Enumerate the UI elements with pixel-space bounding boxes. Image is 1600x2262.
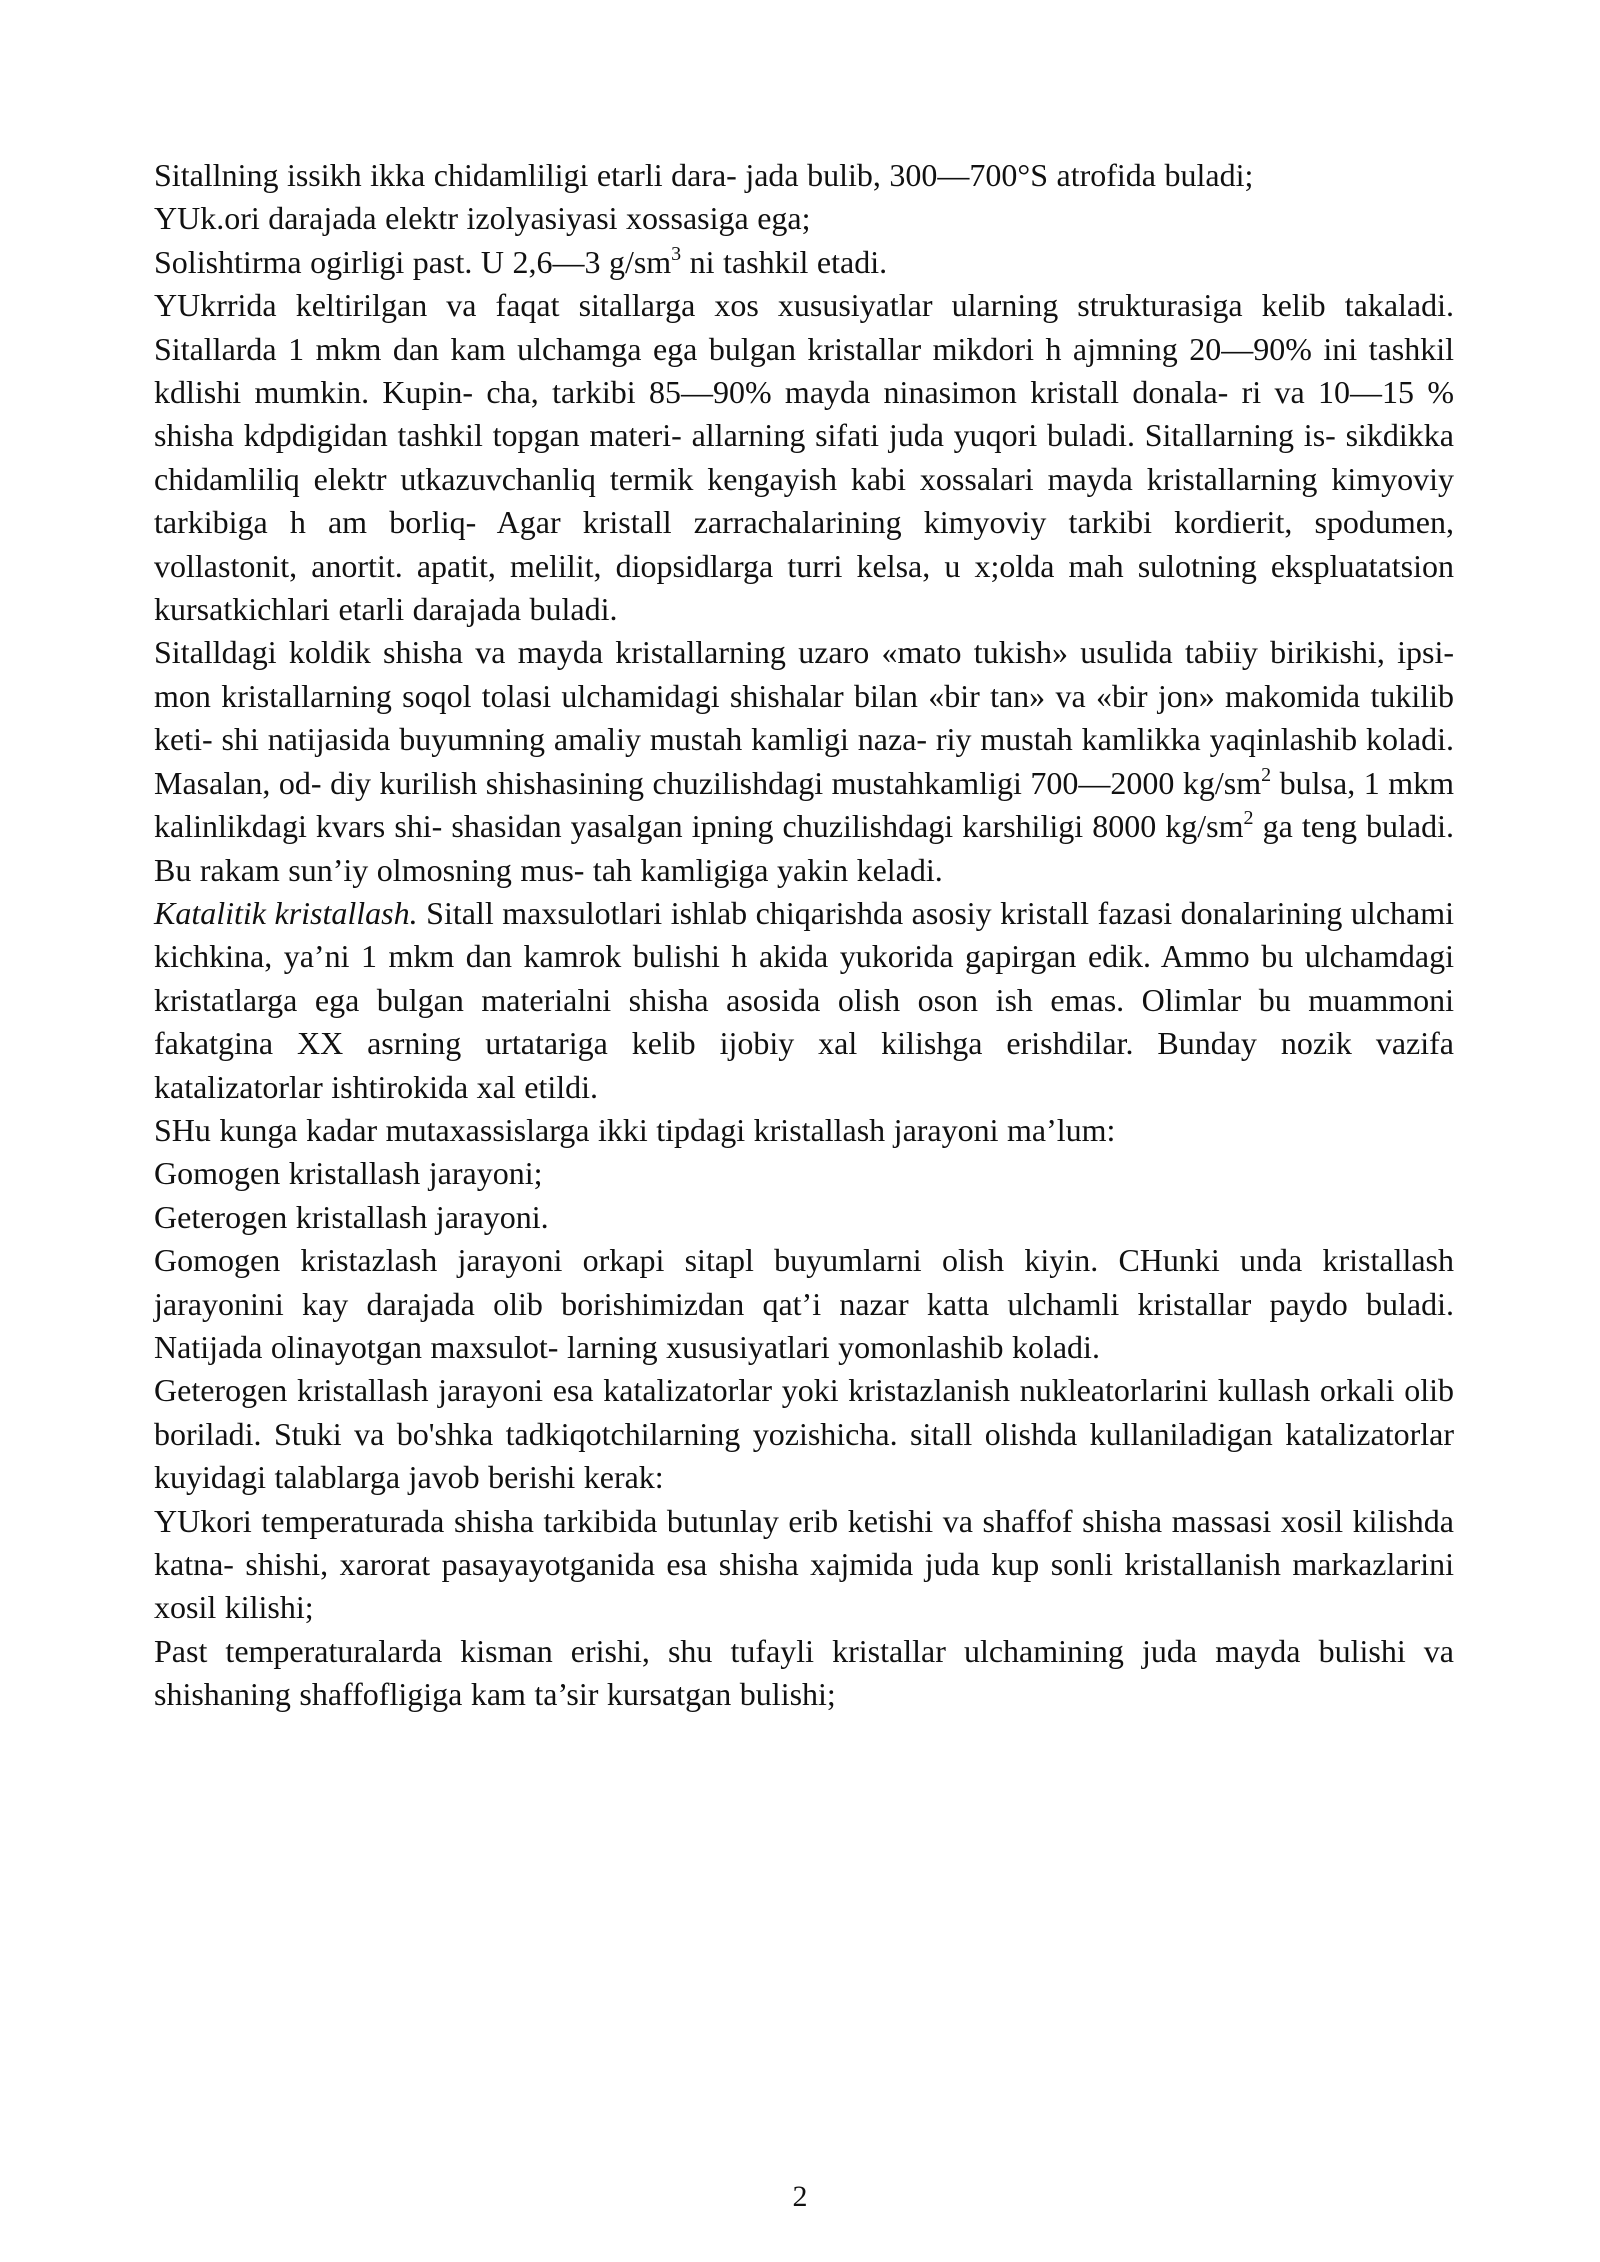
residual-glass-text-2: bulsa, 1 mkm kalinlikdagi kvars shi- shasidan yasalgan ipning chuzilishdagi karshiligi 8000 kg/sm xyxy=(154,764,1455,845)
squared-superscript-1: 2 xyxy=(1261,763,1272,786)
paragraph-heterogeneous-process: Geterogen kristallash jarayoni esa katalizatorlar yoki kristazlanish nukleatorlarini kullash orkali olib boriladi. Stuki va bo'shka tadkiqotchilarning yozishicha. sitall olishda kullaniladigan katalizatorlar kuyidagi talablarga javob berishi kerak: xyxy=(154,1372,1454,1496)
cubic-superscript: 3 xyxy=(671,242,682,265)
list-item-homogeneous: Gomogen kristallash jarayoni; xyxy=(154,1155,543,1192)
residual-glass-text-1: Sitalldagi koldik shisha va mayda kristallarning uzaro «mato tukish» usulida tabiiy birikishi, ipsi- mon kristallarning soqol tolasi ulchamidagi shishalar bilan «bir tan» va «bir jon» makomida tukilib keti- shi natijasida buyumning amaliy mustah kamligi naza- riy mustah kamlikka yaqinlashib koladi. Masalan, od- diy kurilish shishasining chuzilishdagi mustahkamligi 700—2000 kg/sm xyxy=(154,634,1454,801)
paragraph-low-temperature-requirement: Past temperaturalarda kisman erishi, shu tufayli kristallar ulchamining juda mayda bulishi va shishaning shaffofligiga kam ta’sir kursatgan bulishi; xyxy=(154,1632,1454,1713)
paragraph-homogeneous-process: Gomogen kristazlash jarayoni orkapi sitapl buyumlarni olish kiyin. CHunki unda kristallash jarayonini kay darajada olib borishimizdan qat’i nazar katta ulchamli kristallar paydo buladi. Natijada olinayotgan maxsulot- larning xususiyatlari yomonlashib koladi. xyxy=(154,1242,1454,1365)
list-item-heterogeneous: Geterogen kristallash jarayoni. xyxy=(154,1198,549,1235)
paragraph-structure-properties: YUkrrida keltirilgan va faqat sitallarga xos xususiyatlar ularning strukturasiga kelib takaladi. Sitallarda 1 mkm dan kam ulchamga ega bulgan kristallar mikdori h ajmning 20—90% ini tashkil kdlishi mumkin. Kupin- cha, tarkibi 85—90% mayda ninasimon kristall donala- ri va 10—15 % shisha kdpdigidan tashkil topgan materi- allarning sifati juda yuqori buladi. Sitallarning is- sikdikka chidamliliq elektr utkazuvchanliq termik kengayish kabi xossalari mayda kristallarning kimyoviy tarkibiga h am borliq- Agar kristall zarrachalarining kimyoviy tarkibi kordierit, spodumen, vollastonit, anortit. apatit, melilit, diopsidlarga turri kelsa, u x;olda mah sulotning ekspluatatsion kursatkichlari etarli darajada buladi. xyxy=(154,287,1454,628)
paragraph-high-temperature-requirement: YUkori temperaturada shisha tarkibida butunlay erib ketishi va shaffof shisha massasi xosil kilishda katna- shishi, xarorat pasayayotganida esa shisha xajmida juda kup sonli kristallanish markazlarini xosil kilishi; xyxy=(154,1502,1454,1626)
document-page xyxy=(154,154,1454,1717)
specific-weight-text-end: ni tashkil etadi. xyxy=(681,243,888,280)
catalytic-crystallization-heading: Katalitik kristallash. xyxy=(154,894,418,931)
paragraph-residual-glass xyxy=(154,631,1454,891)
residual-glass-text-3: ga teng buladi. Bu rakam sun’iy olmosning mus- tah kamligiga yakin keladi. xyxy=(154,808,1455,888)
catalytic-crystallization-text: Sitall maxsulotlari ishlab chiqarishda asosiy kristall fazasi donalarining ulchami kichkina, ya’ni 1 mkm dan kamrok bulishi h akida yukorida gapirgan edik. Ammo bu ulchamdagi kristatlarga ega bulgan materialni shisha asosida olish oson ish emas. Olimlar bu muammoni fakatgina XX asrning urtatariga kelib ijobiy xal kilishga erishdilar. Bunday nozik vazifa katalizatorlar ishtirokida xal etildi. xyxy=(154,894,1455,1105)
paragraph-two-crystallization-types: SHu kunga kadar mutaxassislarga ikki tipdagi kristallash jarayoni ma’lum: xyxy=(154,1111,1116,1148)
paragraph-catalytic-crystallization xyxy=(154,892,1454,1109)
paragraph-electrical-insulation: YUk.ori darajada elektr izolyasiyasi xossasiga ega; xyxy=(154,200,811,237)
page-number: 2 xyxy=(792,2180,808,2213)
paragraph-thermal-resistance: Sitallning issikh ikka chidamliligi etarli dara- jada bulib, 300—700°S atrofida buladi; xyxy=(154,157,1254,193)
squared-superscript-2: 2 xyxy=(1243,807,1254,830)
paragraph-specific-weight xyxy=(154,241,1454,284)
specific-weight-text: Solishtirma ogirligi past. U 2,6—3 g/sm xyxy=(154,243,672,280)
